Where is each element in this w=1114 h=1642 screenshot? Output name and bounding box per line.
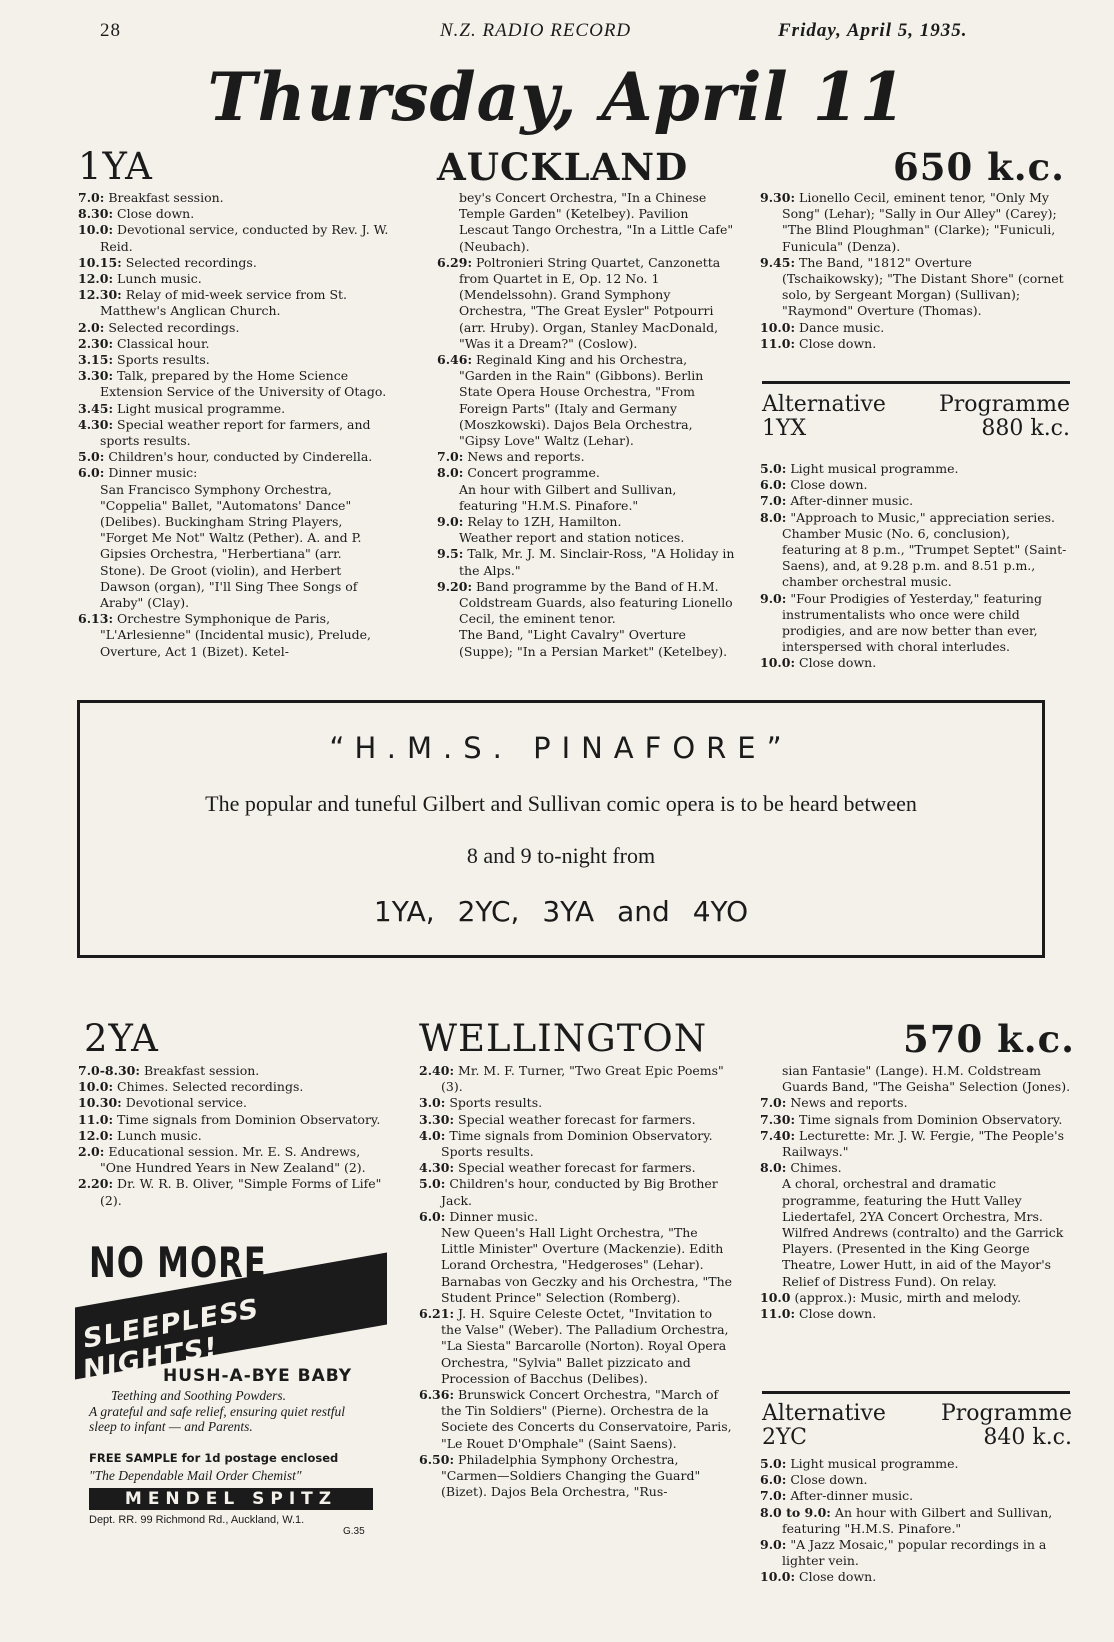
programme-entry xyxy=(78,465,390,481)
entry-time: 7.0: xyxy=(760,493,787,509)
alt-heading-1yx xyxy=(762,392,1070,444)
ad-product: HUSH-A-BYE BABY xyxy=(163,1366,353,1386)
entry-time: 9.0: xyxy=(437,514,464,530)
entry-text: Relay to 1ZH, Hamilton. xyxy=(467,514,622,530)
programme-entry xyxy=(78,1095,390,1111)
programme-entry xyxy=(437,255,735,352)
alt-heading-2yc xyxy=(762,1401,1072,1453)
alt-frequency-1yx: 880 k.c. xyxy=(981,416,1070,441)
entry-time: 6.0: xyxy=(78,465,105,481)
alt-word-alternative: Alternative xyxy=(762,392,886,417)
announcement-line-2: 8 and 9 to-night from xyxy=(466,843,656,868)
entry-text: A choral, orchestral and dramatic programme, featuring the Hutt Valley Liedertafel, 2YA Concert Orchestra, Mrs. Wilfred Andrews (contralto) and the Garrick Players. (Presented in the King George Theatre, Lower Hutt, in aid of the Mayor's Relief of Distress Fund). On relay. xyxy=(782,1176,1064,1289)
entry-text: Lunch music. xyxy=(117,271,202,287)
entry-text: Concert programme. xyxy=(467,465,600,481)
frequency-1ya: 650 k.c. xyxy=(893,145,1066,189)
entry-time: 2.40: xyxy=(419,1063,455,1078)
entry-text: Lecturette: Mr. J. W. Fergie, "The People's Railways." xyxy=(782,1127,1065,1160)
programme-entry xyxy=(760,655,1072,671)
entry-time: 10.30: xyxy=(78,1095,122,1111)
entry-text: Special weather report for farmers, and sports results. xyxy=(100,416,371,449)
entry-text: Close down. xyxy=(799,655,877,671)
entry-text: Selected recordings. xyxy=(108,319,240,335)
programme-entry xyxy=(78,417,390,449)
entry-text: "Four Prodigies of Yesterday," featuring instrumentalists who once were child prodigies, and are now better than ever, interspersed with choral interludes. xyxy=(782,590,1042,655)
ad-brand: MENDEL SPITZ xyxy=(124,1489,338,1509)
entry-text: The Band, "Light Cavalry" Overture (Suppe); "In a Persian Market" (Ketelbey). xyxy=(459,627,728,659)
wellington-column-2 xyxy=(419,1063,735,1500)
entry-time: 4.30: xyxy=(78,416,114,432)
entry-text: "A Jazz Mosaic," popular recordings in a lighter vein. xyxy=(782,1537,1047,1569)
programme-entry xyxy=(437,530,735,546)
alt-station-1yx: 1YX xyxy=(762,416,807,441)
entry-time: 2.20: xyxy=(78,1176,114,1192)
ad-slogan: "The Dependable Mail Order Chemist" xyxy=(89,1468,302,1483)
alt-word-programme: Programme xyxy=(940,1401,1072,1426)
entry-text: An hour with Gilbert and Sullivan, featuring "H.M.S. Pinafore." xyxy=(782,1504,1053,1536)
entry-time: 10.15: xyxy=(78,254,122,270)
entry-text: Close down. xyxy=(117,206,195,222)
entry-text: After-dinner music. xyxy=(790,493,914,509)
ad-address: Dept. RR. 99 Richmond Rd., Auckland, W.1. xyxy=(89,1514,305,1526)
programme-entry xyxy=(760,1488,1074,1504)
entry-time: 10.0: xyxy=(760,319,796,335)
entry-text: bey's Concert Orchestra, "In a Chinese Temple Garden" (Ketelbey). Pavilion Lescaut Tango Orchestra, "In a Little Cafe" (Neubach). xyxy=(459,190,734,254)
divider xyxy=(762,1391,1070,1394)
programme-entry xyxy=(760,493,1072,509)
entry-text: Dinner music. xyxy=(449,1208,539,1224)
entry-text: Light musical programme. xyxy=(790,461,959,476)
programme-entry xyxy=(78,449,390,465)
entry-time: 7.0: xyxy=(437,449,464,465)
programme-entry xyxy=(437,579,735,628)
entry-time: 5.0: xyxy=(760,1456,787,1471)
entry-time: 12.0: xyxy=(78,271,114,287)
entry-time: 5.0: xyxy=(419,1176,446,1192)
programme-entry xyxy=(760,1456,1074,1472)
station-2ya: 2YA xyxy=(84,1017,159,1060)
city-wellington: WELLINGTON xyxy=(419,1017,708,1060)
programme-entry xyxy=(78,1144,390,1176)
entry-time: 11.0: xyxy=(760,335,796,351)
entry-time: 12.30: xyxy=(78,287,122,303)
entry-text: Close down. xyxy=(799,335,877,351)
entry-time: 10.0 xyxy=(760,1289,791,1305)
programme-entry xyxy=(78,287,390,319)
entry-time: 11.0: xyxy=(760,1306,796,1322)
programme-entry xyxy=(419,1112,735,1128)
entry-time: 6.29: xyxy=(437,254,473,270)
entry-text: After-dinner music. xyxy=(790,1488,914,1504)
entry-text: Sports results. xyxy=(117,352,210,368)
entry-time: 7.0: xyxy=(760,1488,787,1504)
programme-entry xyxy=(760,1063,1074,1095)
entry-time: 3.30: xyxy=(78,368,114,384)
ad-banner-text: SLEEPLESS NIGHTS! xyxy=(83,1293,259,1387)
pinafore-announcement xyxy=(77,700,1045,958)
programme-entry xyxy=(78,1128,390,1144)
entry-text: Talk, prepared by the Home Science Extension Service of the University of Otago. xyxy=(100,368,387,400)
entry-time: 7.0-8.30: xyxy=(78,1063,140,1078)
entry-text: sian Fantasie" (Lange). H.M. Coldstream Guards Band, "The Geisha" Selection (Jones). xyxy=(782,1063,1071,1095)
entry-text: Close down. xyxy=(790,1472,868,1488)
alt-station-2yc: 2YC xyxy=(762,1425,807,1450)
programme-entry xyxy=(419,1063,735,1095)
entry-text: Breakfast session. xyxy=(108,190,224,205)
entry-time: 6.21: xyxy=(419,1306,455,1322)
page-title: Thursday, April 11 xyxy=(207,58,907,136)
alt-frequency-2yc: 840 k.c. xyxy=(983,1425,1072,1450)
entry-text: Band programme by the Band of H.M. Coldstream Guards, also featuring Lionello Cecil, the eminent tenor. xyxy=(459,578,733,627)
programme-entry xyxy=(78,1112,390,1128)
ad-tagline: Teething and Soothing Powders. xyxy=(111,1388,287,1403)
entry-time: 2.0: xyxy=(78,319,105,335)
programme-entry xyxy=(78,190,390,206)
page-number: 28 xyxy=(100,20,121,41)
auckland-column-1 xyxy=(78,190,390,660)
programme-entry xyxy=(437,627,735,659)
programme-entry xyxy=(760,477,1072,493)
entry-text: Devotional service, conducted by Rev. J. W. Reid. xyxy=(100,222,389,254)
ad-code: G.35 xyxy=(343,1526,365,1537)
programme-entry xyxy=(419,1225,735,1306)
programme-entry xyxy=(419,1095,735,1111)
entry-time: 8.0: xyxy=(760,1160,787,1176)
entry-time: 9.30: xyxy=(760,190,796,205)
programme-entry xyxy=(419,1176,735,1208)
entry-text: Classical hour. xyxy=(117,335,210,351)
entry-text: J. H. Squire Celeste Octet, "Invitation to the Valse" (Weber). The Palladium Orchestra, "La Siesta" Barcarolle (Norton). Royal Opera Orchestra, "Sylvia" Ballet pizzicato and Procession of Bacchus (Delibes). xyxy=(441,1306,729,1386)
programme-entry xyxy=(78,206,390,222)
programme-entry xyxy=(760,1128,1074,1160)
entry-text: Reginald King and his Orchestra, "Garden in the Rain" (Gibbons). Berlin State Opera House Orchestra, "From Foreign Parts" (Italy and Germany (Moszkowski). Dajos Bela Orchestra, "Gipsy Love" Waltz (Lehar). xyxy=(459,352,704,449)
programme-entry xyxy=(760,1176,1074,1289)
entry-text: New Queen's Hall Light Orchestra, "The Little Minister" Overture (Mackenzie). Edith Lorand Orchestra, "Hedgeroses" (Lehar). Barnabas von Geczky and his Orchestra, "The Student Prince" Selection (Romberg). xyxy=(441,1225,733,1305)
programme-entry xyxy=(760,320,1072,336)
entry-text: Educational session. Mr. E. S. Andrews, "One Hundred Years in New Zealand" (2). xyxy=(100,1144,366,1176)
entry-text: Time signals from Dominion Observatory. xyxy=(117,1111,381,1127)
entry-time: 7.0: xyxy=(78,190,105,205)
ad-brand-bar xyxy=(89,1488,373,1510)
programme-entry xyxy=(78,352,390,368)
entry-time: 6.50: xyxy=(419,1451,455,1467)
auckland-column-3 xyxy=(760,190,1072,352)
programme-entry xyxy=(437,514,735,530)
entry-time: 11.0: xyxy=(78,1111,114,1127)
entry-time: 2.0: xyxy=(78,1144,105,1160)
auckland-column-2 xyxy=(437,190,735,660)
entry-time: 2.30: xyxy=(78,335,114,351)
alt-word-alternative: Alternative xyxy=(762,1401,886,1426)
programme-entry xyxy=(437,352,735,449)
programme-entry xyxy=(78,336,390,352)
programme-entry xyxy=(760,1537,1074,1569)
entry-text: Chimes. xyxy=(790,1160,842,1176)
programme-entry xyxy=(78,222,390,254)
programme-entry xyxy=(760,190,1072,255)
entry-text: Weather report and station notices. xyxy=(459,530,685,546)
entry-time: 8.0 to 9.0: xyxy=(760,1504,831,1520)
programme-entry xyxy=(437,546,735,578)
issue-date: Friday, April 5, 1935. xyxy=(778,20,968,41)
programme-entry xyxy=(760,1095,1074,1111)
entry-text: Children's hour, conducted by Cinderella. xyxy=(108,449,373,465)
entry-text: (approx.): Music, mirth and melody. xyxy=(794,1289,1022,1305)
programme-entry xyxy=(78,1176,390,1208)
entry-text: Light musical programme. xyxy=(117,400,286,416)
entry-time: 7.40: xyxy=(760,1127,796,1143)
entry-text: Light musical programme. xyxy=(790,1456,959,1471)
entry-text: Poltronieri String Quartet, Canzonetta from Quartet in E, Op. 12 No. 1 (Mendelssohn). Grand Symphony Orchestra, "The Great Eysler" Potpourri (arr. Hruby). Organ, Stanley MacDonald, "Was it a Dream?" (Coslow). xyxy=(459,254,721,351)
entry-text: Mr. M. F. Turner, "Two Great Epic Poems" (3). xyxy=(441,1063,724,1095)
programme-entry xyxy=(760,1472,1074,1488)
entry-time: 8.0: xyxy=(760,509,787,525)
wellington-column-1 xyxy=(78,1063,390,1209)
announcement-line-1: The popular and tuneful Gilbert and Sullivan comic opera is to be heard between xyxy=(205,791,917,816)
entry-text: Relay of mid-week service from St. Matthew's Anglican Church. xyxy=(100,287,348,319)
programme-entry xyxy=(437,482,735,514)
city-auckland: AUCKLAND xyxy=(437,145,689,189)
entry-text: Breakfast session. xyxy=(143,1063,260,1078)
entry-time: 6.0: xyxy=(760,1472,787,1488)
programme-entry xyxy=(437,449,735,465)
programme-entry xyxy=(78,1079,390,1095)
alt-programme-2yc xyxy=(760,1456,1074,1586)
announcement-stations: 1YA, 2YC, 3YA and 4YO xyxy=(373,895,749,928)
ad-copy: A grateful and safe relief, ensuring quiet restful sleep to infant — and Parents. xyxy=(89,1404,345,1434)
entry-time: 4.30: xyxy=(419,1160,455,1176)
entry-text: News and reports. xyxy=(467,449,585,465)
programme-entry xyxy=(760,1112,1074,1128)
entry-time: 7.0: xyxy=(760,1095,787,1111)
entry-text: Philadelphia Symphony Orchestra, "Carmen—Soldiers Changing the Guard" (Bizet). Dajos Bela Orchestra, "Rus- xyxy=(441,1451,701,1500)
programme-entry xyxy=(437,190,735,255)
entry-text: Talk, Mr. J. M. Sinclair-Ross, "A Holiday in the Alps." xyxy=(459,546,735,578)
entry-time: 9.20: xyxy=(437,578,473,594)
programme-entry xyxy=(760,1569,1074,1585)
station-1ya: 1YA xyxy=(78,145,153,188)
programme-entry xyxy=(760,461,1072,477)
entry-text: Close down. xyxy=(790,477,868,493)
entry-text: Dinner music: xyxy=(108,465,198,481)
entry-text: Orchestre Symphonique de Paris, "L'Arlesienne" (Incidental music), Prelude, Overture, Act 1 (Bizet). Ketel- xyxy=(100,611,372,659)
programme-entry xyxy=(760,1290,1074,1306)
entry-time: 3.45: xyxy=(78,400,114,416)
entry-time: 9.5: xyxy=(437,546,464,562)
programme-entry xyxy=(419,1209,735,1225)
entry-time: 3.30: xyxy=(419,1111,455,1127)
entry-time: 12.0: xyxy=(78,1127,114,1143)
entry-time: 10.0: xyxy=(78,222,114,238)
frequency-2ya: 570 k.c. xyxy=(903,1017,1076,1061)
entry-text: Brunswick Concert Orchestra, "March of the Tin Soldiers" (Pierne). Orchestra de la Societe des Concerts du Conservatoire, Paris, "Le Rouet D'Omphale" (Saint Saens). xyxy=(441,1387,732,1451)
programme-entry xyxy=(78,611,390,660)
alt-programme-1yx xyxy=(760,461,1072,672)
entry-text: News and reports. xyxy=(790,1095,908,1111)
divider xyxy=(762,381,1070,384)
entry-time: 6.13: xyxy=(78,611,114,627)
programme-entry xyxy=(760,255,1072,320)
programme-entry xyxy=(78,482,390,612)
programme-entry xyxy=(437,465,735,481)
programme-entry xyxy=(760,510,1072,591)
entry-time: 10.0: xyxy=(760,655,796,671)
entry-time: 6.0: xyxy=(419,1208,446,1224)
programme-entry xyxy=(419,1452,735,1501)
publication-name: N.Z. RADIO RECORD xyxy=(440,20,632,41)
entry-text: Devotional service. xyxy=(125,1095,247,1111)
programme-entry xyxy=(760,1306,1074,1322)
entry-time: 3.0: xyxy=(419,1095,446,1111)
entry-text: Sports results. xyxy=(449,1095,543,1111)
alt-word-programme: Programme xyxy=(938,392,1070,417)
entry-text: "Approach to Music," appreciation series. Chamber Music (No. 6, conclusion), featuring at 8 p.m., "Trumpet Septet" (Saint-Saens), and, at 9.28 p.m. and 8.51 p.m., chamber orchestral music. xyxy=(782,509,1067,590)
entry-time: 8.0: xyxy=(437,465,464,481)
programme-entry xyxy=(78,320,390,336)
entry-time: 3.15: xyxy=(78,352,114,368)
entry-text: Dance music. xyxy=(799,319,885,335)
programme-entry xyxy=(78,401,390,417)
entry-time: 10.0: xyxy=(760,1569,796,1585)
entry-time: 6.46: xyxy=(437,352,473,368)
programme-entry xyxy=(78,271,390,287)
entry-text: Time signals from Dominion Observatory. Sports results. xyxy=(441,1127,713,1160)
programme-entry xyxy=(78,368,390,400)
announcement-title: “H.M.S. PINAFORE” xyxy=(329,731,793,765)
entry-text: Close down. xyxy=(799,1306,877,1322)
entry-time: 6.36: xyxy=(419,1387,455,1403)
entry-text: Dr. W. R. B. Oliver, "Simple Forms of Life" (2). xyxy=(100,1176,382,1208)
programme-entry xyxy=(78,1063,390,1079)
wellington-column-3 xyxy=(760,1063,1074,1322)
ad-offer: FREE SAMPLE for 1d postage enclosed xyxy=(89,1451,339,1465)
entry-text: Special weather forecast for farmers. xyxy=(458,1111,696,1127)
entry-time: 9.45: xyxy=(760,254,796,270)
programme-entry xyxy=(760,591,1072,656)
entry-text: Selected recordings. xyxy=(125,254,257,270)
entry-text: An hour with Gilbert and Sullivan, featuring "H.M.S. Pinafore." xyxy=(459,481,677,513)
programme-entry xyxy=(419,1160,735,1176)
entry-time: 6.0: xyxy=(760,477,787,493)
entry-text: Lionello Cecil, eminent tenor, "Only My Song" (Lehar); "Sally in Our Alley" (Carey); "The Blind Ploughman" (Clarke); "Funiculi, Funicula" (Denza). xyxy=(782,190,1057,254)
programme-entry xyxy=(419,1306,735,1387)
entry-text: Close down. xyxy=(799,1569,877,1585)
entry-time: 9.0: xyxy=(760,1537,787,1553)
programme-entry xyxy=(760,336,1072,352)
entry-time: 5.0: xyxy=(760,461,787,476)
programme-entry xyxy=(419,1128,735,1160)
programme-entry xyxy=(419,1387,735,1452)
entry-time: 5.0: xyxy=(78,449,105,465)
entry-time: 4.0: xyxy=(419,1127,446,1143)
ad-headline-top: NO MORE xyxy=(89,1238,267,1288)
entry-text: Time signals from Dominion Observatory. xyxy=(799,1111,1063,1127)
programme-entry xyxy=(760,1505,1074,1537)
entry-time: 9.0: xyxy=(760,590,787,606)
entry-text: Special weather forecast for farmers. xyxy=(458,1160,696,1176)
entry-time: 7.30: xyxy=(760,1111,796,1127)
entry-text: Children's hour, conducted by Big Brother Jack. xyxy=(441,1176,718,1208)
entry-time: 10.0: xyxy=(78,1079,114,1095)
entry-text: The Band, "1812" Overture (Tschaikowsky); "The Distant Shore" (cornet solo, by Sergeant Morgan) (Sullivan); "Raymond" Overture (Thomas). xyxy=(782,254,1064,319)
advertisement xyxy=(75,1238,387,1538)
programme-entry xyxy=(760,1160,1074,1176)
programme-entry xyxy=(78,255,390,271)
entry-text: Lunch music. xyxy=(117,1127,202,1143)
entry-time: 8.30: xyxy=(78,206,114,222)
entry-text: Chimes. Selected recordings. xyxy=(117,1079,304,1095)
entry-text: San Francisco Symphony Orchestra, "Coppelia" Ballet, "Automatons' Dance" (Delibes). Buckingham String Players, "Forget Me Not" Waltz (Pether). A. and P. Gipsies Orchestra, "Herbertiana" (arr. Stone). De Groot (violin), and Herbert Dawson (organ), "I'll Sing Thee Songs of Araby" (Clay). xyxy=(100,481,362,611)
